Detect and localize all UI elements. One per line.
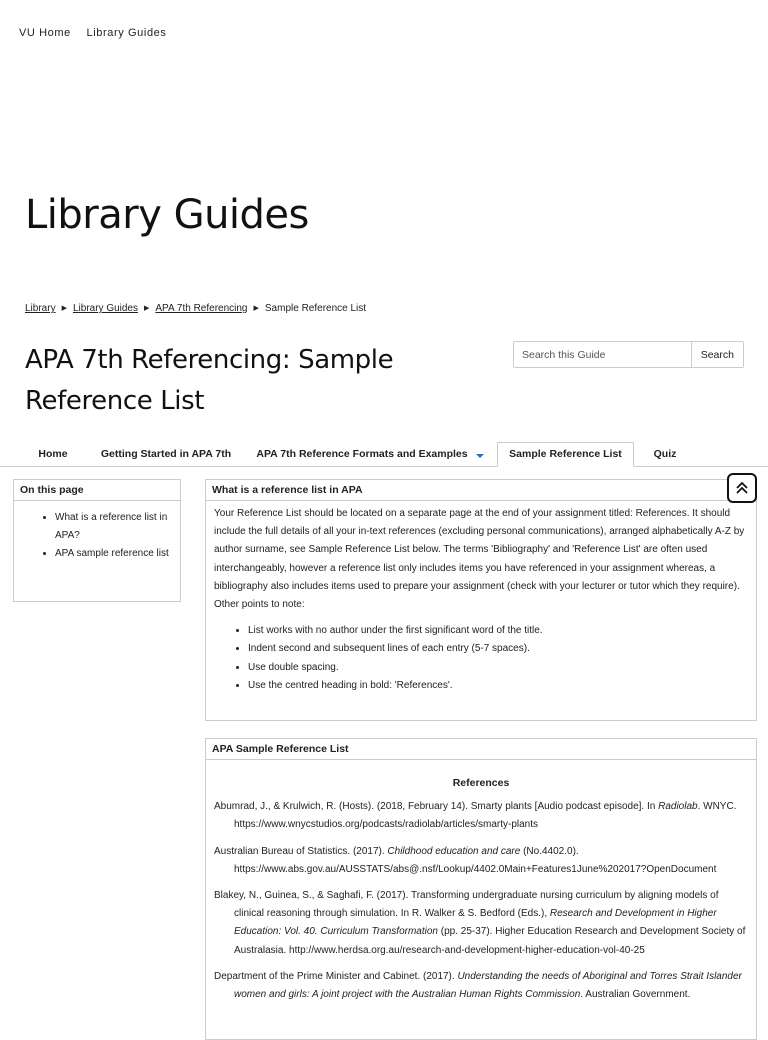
on-this-page-title: On this page xyxy=(14,480,180,501)
tab-sample-reference-list[interactable]: Sample Reference List xyxy=(497,442,634,467)
reference-entry: Australian Bureau of Statistics. (2017). Childhood education and care (No.4402.0). https://www.abs.gov.au/AUSSTATS/abs@.nsf/Lookup/4402.0Main+Features1June%202017?OpenDocument xyxy=(214,845,717,875)
tab-home[interactable]: Home xyxy=(38,448,68,460)
tab-quiz[interactable]: Quiz xyxy=(653,448,677,460)
section-title: What is a reference list in APA xyxy=(206,480,756,501)
vu-home-link[interactable]: VU Home xyxy=(19,27,71,39)
breadcrumb-separator-icon: ▶ xyxy=(253,305,259,312)
reference-entry: Blakey, N., Guinea, S., & Saghafi, F. (2017). Transforming undergraduate nursing curriculum by aligning models of clinical reasoning through simulation. In R. Walker & S. Bedford (Eds.), Research and Development in Higher Education: Vol. 40. Curriculum Transformation (pp. 25-37). Higher Education Research and Development Society of Australasia. http://www.herdsa.org.au/research-and-development-higher-education-vol-40-25 xyxy=(214,890,746,956)
breadcrumb-apa-7th[interactable]: APA 7th Referencing xyxy=(155,303,248,314)
site-title: Library Guides xyxy=(25,192,309,238)
breadcrumb-separator-icon: ▶ xyxy=(144,305,150,312)
guide-tabs xyxy=(0,443,768,467)
on-this-page-box xyxy=(13,479,181,602)
search-input[interactable] xyxy=(514,342,691,367)
list-item: • List works with no author under the first significant word of the title. xyxy=(248,622,748,640)
tab-getting-started[interactable]: Getting Started in APA 7th xyxy=(100,448,232,460)
search-button[interactable]: Search xyxy=(691,342,743,367)
list-item: • Use the centred heading in bold: 'References'. xyxy=(248,677,748,695)
list-item: • Use double spacing. xyxy=(248,659,748,677)
list-item: • Indent second and subsequent lines of each entry (5-7 spaces). xyxy=(248,640,748,658)
top-nav xyxy=(19,27,178,39)
breadcrumb-separator-icon: ▶ xyxy=(61,305,67,312)
breadcrumb-library-guides[interactable]: Library Guides xyxy=(72,303,138,314)
sample-reference-list-section xyxy=(205,738,757,1040)
toc-link-sample-list[interactable]: • APA sample reference list xyxy=(55,545,180,563)
library-guides-link[interactable]: Library Guides xyxy=(86,27,167,39)
reference-list-section xyxy=(205,479,757,721)
section-title: APA Sample Reference List xyxy=(206,739,756,760)
references-heading: References xyxy=(452,777,510,789)
guide-search xyxy=(513,341,744,368)
tab-reference-formats[interactable]: APA 7th Reference Formats and Examples xyxy=(252,443,488,466)
double-chevron-up-icon xyxy=(735,481,749,495)
back-to-top-button[interactable] xyxy=(727,473,757,503)
guide-title: APA 7th Referencing: Sample Reference List xyxy=(25,345,394,416)
dropdown-caret-icon xyxy=(476,454,484,458)
section-paragraph: Your Reference List should be located on a separate page at the end of your assignment titled: References. It should include the full details of all your in-text references (excluding personal communications), arranged alphabetically A-Z by author surname, see Sample Reference List below. The terms 'Bibliography' and 'Reference List' are often used interchangeably, however a reference list only includes items you have referenced in your assignment whereas, a bibliography also includes items used to prepare your assignment (check with your lecturer or tutor which they require). Other points to note: xyxy=(214,508,745,611)
breadcrumb xyxy=(25,303,366,314)
reference-entry: Abumrad, J., & Krulwich, R. (Hosts). (2018, February 14). Smarty plants [Audio podcast episode]. In Radiolab. WNYC. https://www.wnycstudios.org/podcasts/radiolab/articles/smarty-plants xyxy=(214,801,737,831)
reference-entry: Department of the Prime Minister and Cabinet. (2017). Understanding the needs of Aboriginal and Torres Strait Islander women and girls: A joint project with the Australian Human Rights Commission. Australian Government. xyxy=(214,970,742,1001)
toc-link-what-is[interactable]: • What is a reference list in APA? xyxy=(55,509,180,545)
breadcrumb-current: Sample Reference List xyxy=(264,303,367,314)
breadcrumb-library[interactable]: Library xyxy=(25,303,56,314)
